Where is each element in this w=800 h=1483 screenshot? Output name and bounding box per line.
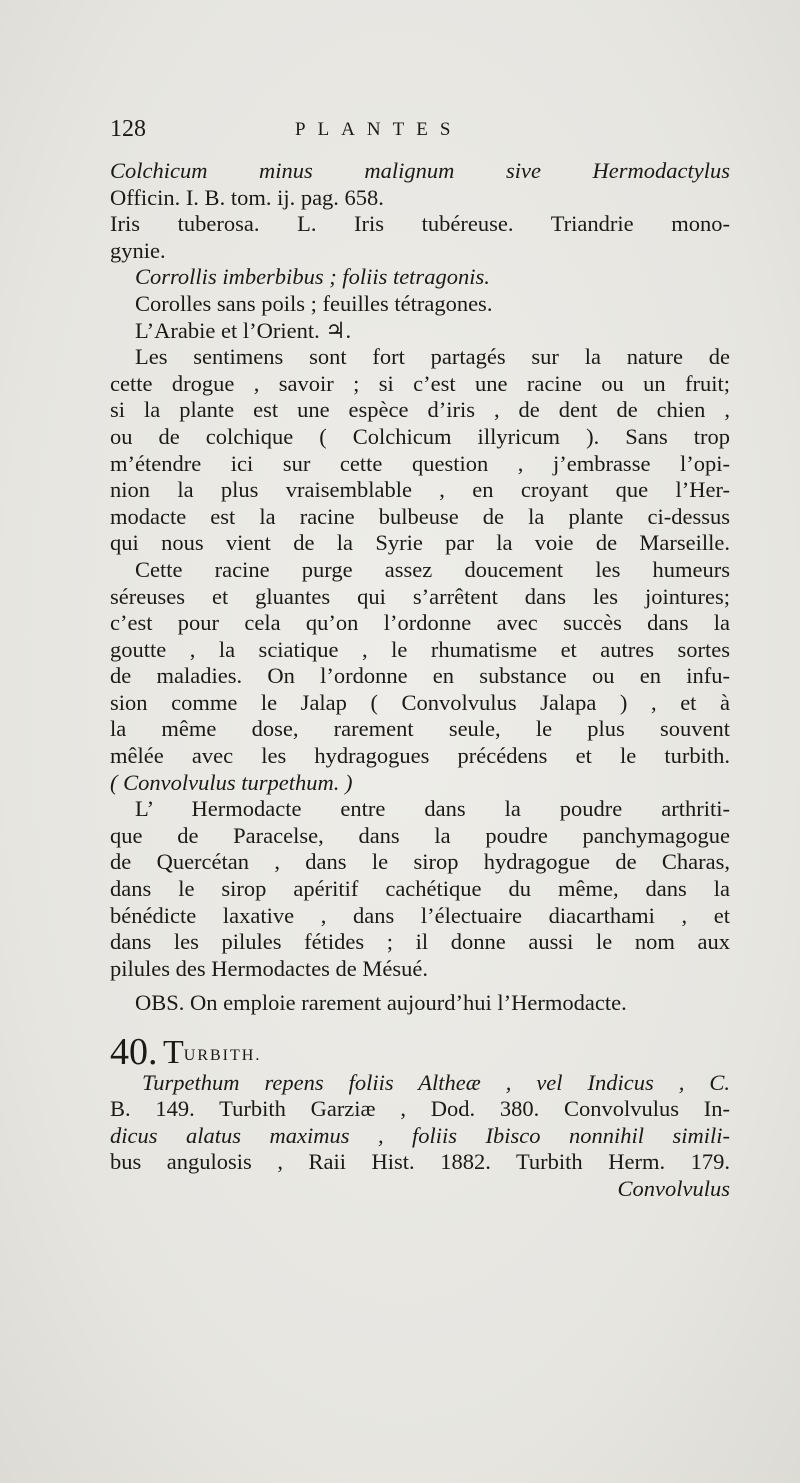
text-line: bus angulosis , Raii Hist. 1882. Turbith Herm. 179. bbox=[110, 1149, 730, 1175]
text-line: nion la plus vraisemblable , en croyant que l’Her- bbox=[110, 477, 730, 503]
entry-text-lines bbox=[110, 1070, 730, 1176]
text-line: m’étendre ici sur cette question , j’embrasse l’opi- bbox=[110, 450, 730, 476]
entry-heading bbox=[110, 1031, 730, 1073]
text-line: modacte est la racine bulbeuse de la plante ci-dessus bbox=[110, 503, 730, 529]
text-line: Officin. I. B. tom. ij. pag. 658. bbox=[110, 184, 384, 210]
text-line: goutte , la sciatique , le rhumatisme et autres sortes bbox=[110, 636, 730, 662]
entry-title: URBITH. bbox=[183, 1047, 262, 1064]
text-line: Les sentimens sont fort partagés sur la nature de bbox=[135, 344, 730, 370]
text-line: que de Paracelse, dans la poudre panchymagogue bbox=[110, 822, 730, 848]
text-line: Iris tuberosa. L. Iris tubéreuse. Triandrie mono- bbox=[110, 211, 730, 237]
text-line: de Quercétan , dans le sirop hydragogue de Charas, bbox=[110, 849, 730, 875]
running-head: PLANTES bbox=[295, 119, 463, 140]
text-line: Cette racine purge assez doucement les humeurs bbox=[135, 556, 730, 582]
text-line: ( Convolvulus turpethum. ) bbox=[110, 769, 353, 795]
body-text bbox=[110, 158, 730, 1203]
text-line: de maladies. On l’ordonne en substance ou en infu- bbox=[110, 663, 730, 689]
text-line: OBS. On emploie rarement aujourd’hui l’Hermodacte. bbox=[135, 990, 627, 1016]
page-header bbox=[110, 116, 730, 146]
text-line: cette drogue , savoir ; si c’est une racine ou un fruit; bbox=[110, 370, 730, 396]
text-line: qui nous vient de la Syrie par la voie de Marseille. bbox=[110, 530, 730, 556]
text-line: L’ Hermodacte entre dans la poudre arthriti- bbox=[135, 796, 730, 822]
text-line: ou de colchique ( Colchicum illyricum ). Sans trop bbox=[110, 423, 730, 449]
text-line: dans les pilules fétides ; il donne aussi le nom aux bbox=[110, 929, 730, 955]
text-line: dans le sirop apéritif cachétique du même, dans la bbox=[110, 876, 730, 902]
entry-initial: T bbox=[163, 1034, 184, 1071]
line-spacer bbox=[110, 1017, 730, 1039]
catchword: Convolvulus bbox=[617, 1175, 730, 1201]
text-line: Turpethum repens foliis Altheæ , vel Indicus , C. bbox=[142, 1069, 730, 1095]
text-line: pilules des Hermodactes de Mésué. bbox=[110, 955, 429, 981]
line-spacer bbox=[110, 982, 730, 990]
text-line: mêlée avec les hydragogues précédens et le turbith. bbox=[110, 743, 730, 769]
text-line: Corrollis imberbibus ; foliis tetragonis. bbox=[135, 264, 490, 290]
entry-number: 40. bbox=[110, 1031, 158, 1073]
text-line: gynie. bbox=[110, 237, 166, 263]
text-line: la même dose, rarement seule, le plus souvent bbox=[110, 716, 730, 742]
text-line: bénédicte laxative , dans l’électuaire diacarthami , et bbox=[110, 902, 730, 928]
text-line: c’est pour cela qu’on l’ordonne avec succès dans la bbox=[110, 610, 730, 636]
page-number: 128 bbox=[110, 116, 146, 142]
text-line: si la plante est une espèce d’iris , de dent de chien , bbox=[110, 397, 730, 423]
text-line: sion comme le Jalap ( Convolvulus Jalapa ) , et à bbox=[110, 689, 730, 715]
text-line: séreuses et gluantes qui s’arrêtent dans les jointures; bbox=[110, 583, 730, 609]
text-line: L’Arabie et l’Orient. ♃. bbox=[135, 317, 352, 343]
main-text-lines bbox=[110, 158, 730, 1039]
text-line: B. 149. Turbith Garziæ , Dod. 380. Convolvulus In- bbox=[110, 1096, 730, 1122]
text-line: Corolles sans poils ; feuilles tétragones. bbox=[135, 290, 493, 316]
text-line: Colchicum minus malignum sive Hermodactylus bbox=[110, 158, 730, 183]
text-line: dicus alatus maximus , foliis Ibisco nonnihil simili- bbox=[110, 1122, 730, 1148]
